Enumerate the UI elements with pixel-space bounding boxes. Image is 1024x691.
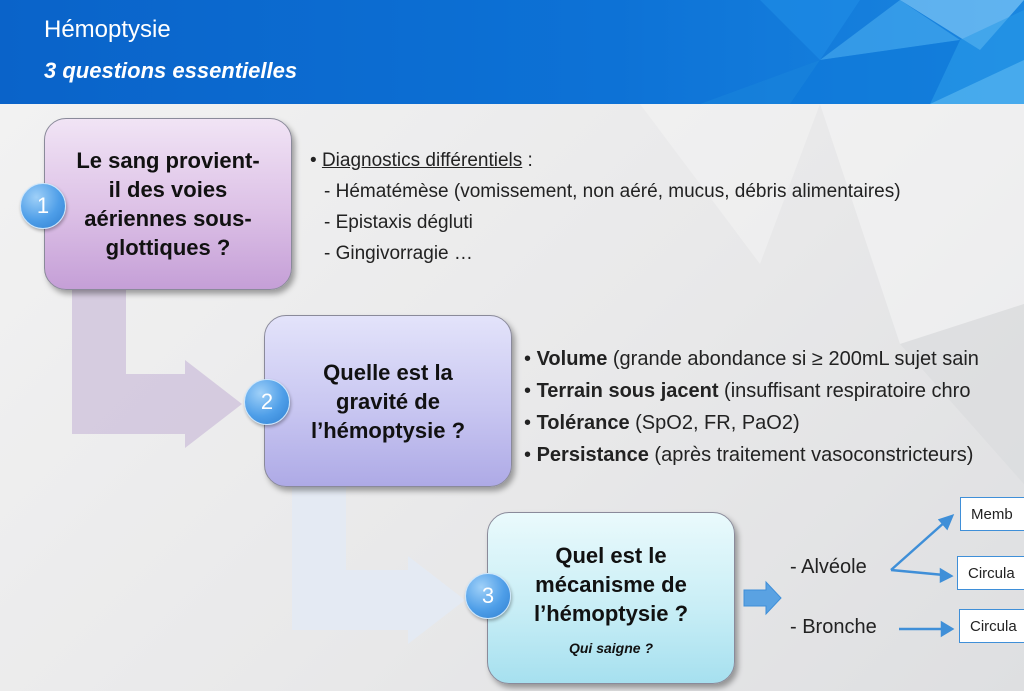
differential-heading: Diagnostics différentiels [321,150,523,171]
bullet-glyph: • [524,380,532,402]
differential-item: - Hématémèse (vomissement, non aéré, mucus, débris alimentaires) [324,181,901,202]
circulation-tag-alveole: Circula [957,556,1024,590]
severity-label: Terrain sous jacent [536,380,719,402]
severity-item [524,439,979,471]
number-badge-3: 3 [465,573,511,619]
question-box-2 [264,315,512,487]
differential-heading-suffix: : [522,150,533,171]
question-1-line: aériennes sous- [84,206,252,231]
question-box-1 [44,118,292,290]
number-badge-1: 1 [20,183,66,229]
question-box-3 [487,512,735,684]
question-2-line: l’hémoptysie ? [310,417,466,443]
severity-text: (grande abondance si ≥ 200mL sujet sain [607,348,979,370]
severity-label: Persistance [536,444,649,466]
severity-text: (SpO2, FR, PaO2) [629,412,800,434]
differential-item: - Gingivorragie … [324,243,473,264]
slide-subtitle: 3 questions essentielles [44,58,298,83]
bullet-glyph: • [524,444,532,466]
slide-header [0,0,1024,104]
severity-label: Volume [536,348,608,370]
bullet-glyph: • [524,348,532,370]
membrane-tag: Memb [960,497,1024,531]
question-3-line: Quel est le [555,542,667,568]
question-3-line: l’hémoptysie ? [533,600,689,626]
slide-title: Hémoptysie [44,16,171,43]
differential-item: - Epistaxis dégluti [324,212,473,233]
mechanism-alveole: - Alvéole [790,556,867,578]
severity-item [524,375,979,407]
severity-text: (après traitement vasoconstricteurs) [648,444,974,466]
question-1-line: Le sang provient- [76,148,260,173]
bullet-glyph: • [524,412,532,434]
question-2-line: gravité de [336,388,440,414]
question-3-line: mécanisme de [535,571,687,597]
question-1-line: glottiques ? [105,235,231,260]
severity-item [524,343,979,375]
question-1-line: il des voies [108,177,228,202]
circulation-tag-bronche: Circula [959,609,1024,643]
severity-text: (insuffisant respiratoire chro [718,380,971,402]
question-2-line: Quelle est la [323,359,453,385]
number-badge-2: 2 [244,379,290,425]
question-3-subtext: Qui saigne ? [568,639,653,656]
severity-label: Tolérance [536,412,630,434]
differential-heading-row [310,145,901,176]
severity-item [524,407,979,439]
severity-criteria-list [524,343,979,471]
differential-diagnosis-list [310,145,901,269]
bullet-glyph: • [310,150,317,171]
mechanism-bronche: - Bronche [790,616,877,638]
